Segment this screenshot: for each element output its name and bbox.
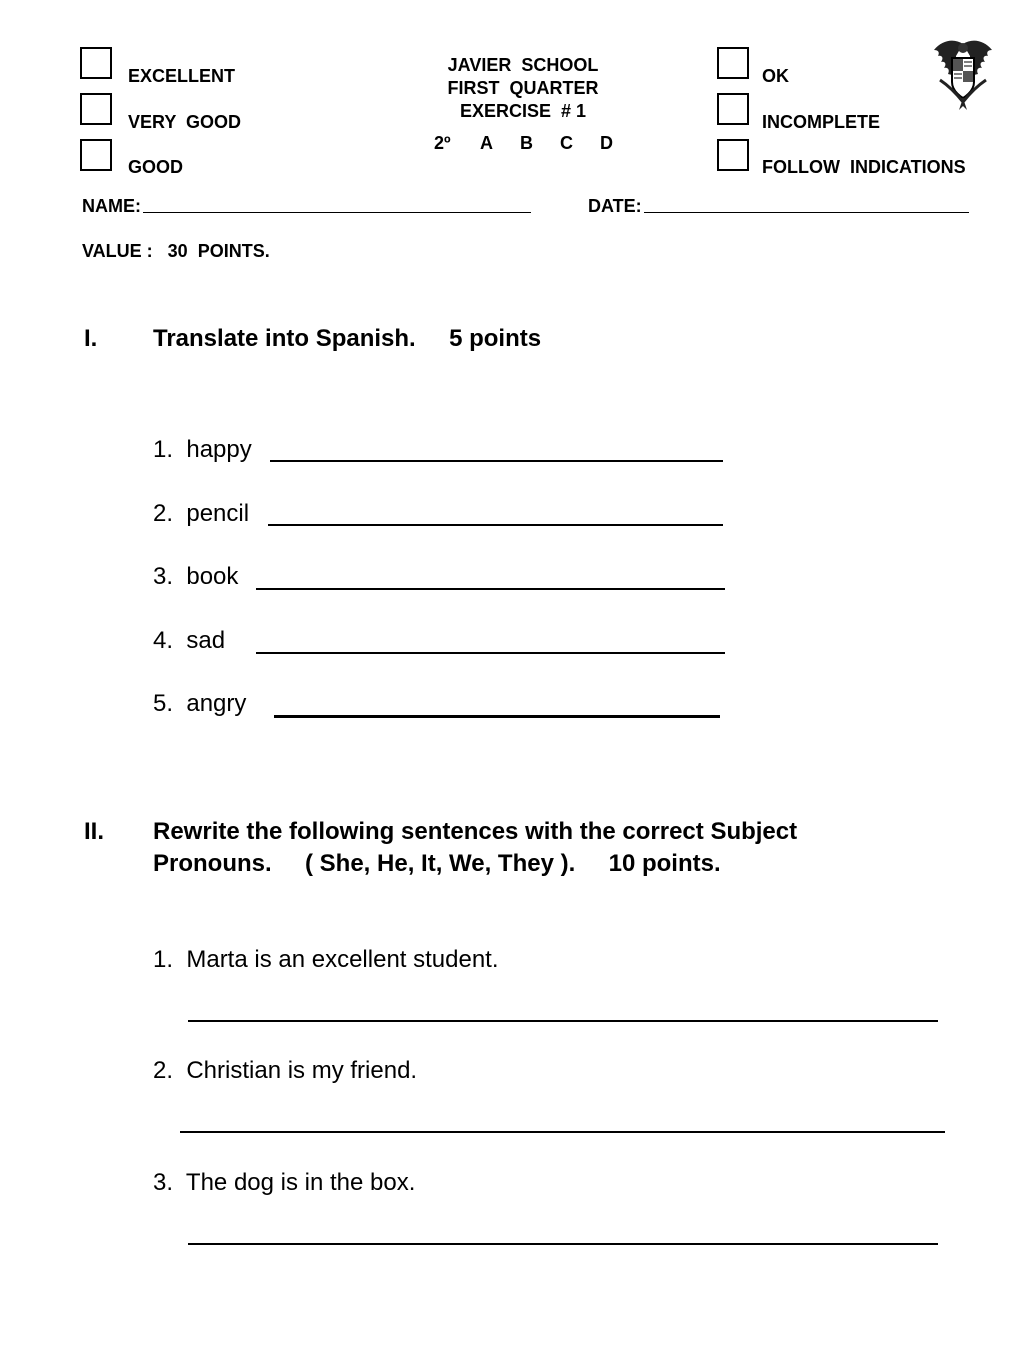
section-1-number: I. [84,325,98,352]
translate-item-3: 3. book [153,563,239,590]
section-2-number: II. [84,818,105,845]
date-field[interactable] [644,212,969,213]
grade-label: 2º [434,133,451,153]
follow-indications-label: FOLLOW INDICATIONS [762,157,966,177]
name-label: NAME: [82,196,141,216]
rewrite-item-2: 2. Christian is my friend. [153,1057,418,1084]
translate-item-1: 1. happy [153,436,252,463]
translate-item-2: 2. pencil [153,500,250,527]
grade-sections [434,133,613,154]
very-good-label: VERY GOOD [128,112,242,132]
incomplete-checkbox[interactable] [717,93,749,125]
excellent-checkbox[interactable] [80,47,112,79]
school-name: JAVIER SCHOOL [447,55,599,75]
translate-item-4: 4. sad [153,627,226,654]
section-b: B [520,133,533,153]
name-field[interactable] [143,212,531,213]
good-checkbox[interactable] [80,139,112,171]
section-d: D [600,133,613,153]
follow-indications-checkbox[interactable] [717,139,749,171]
incomplete-label: INCOMPLETE [762,112,881,132]
rewrite-answer-1[interactable] [188,1020,938,1022]
section-c: C [560,133,573,153]
section-2-title-line-2: Pronouns. ( She, He, It, We, They ). 10 points. [153,850,721,877]
translate-answer-2[interactable] [268,524,723,526]
school-crest-icon [930,36,996,114]
translate-answer-4[interactable] [256,652,725,654]
quarter-label: FIRST QUARTER [447,78,599,98]
translate-answer-1[interactable] [270,460,723,462]
very-good-checkbox[interactable] [80,93,112,125]
good-label: GOOD [128,157,184,177]
excellent-label: EXCELLENT [128,66,236,86]
section-1-title: Translate into Spanish. 5 points [153,325,542,352]
value-label: VALUE : 30 POINTS. [82,241,270,261]
section-2-title-line-1: Rewrite the following sentences with the correct Subject [153,818,798,845]
translate-answer-3[interactable] [256,588,725,590]
translate-answer-5[interactable] [274,715,720,718]
rewrite-answer-2[interactable] [180,1131,945,1133]
translate-item-5: 5. angry [153,690,247,717]
rewrite-item-3: 3. The dog is in the box. [153,1169,416,1196]
exercise-label: EXERCISE # 1 [459,101,587,121]
ok-label: OK [762,66,789,86]
section-a: A [480,133,493,153]
date-label: DATE: [588,196,642,216]
rewrite-answer-3[interactable] [188,1243,938,1245]
ok-checkbox[interactable] [717,47,749,79]
rewrite-item-1: 1. Marta is an excellent student. [153,946,499,973]
